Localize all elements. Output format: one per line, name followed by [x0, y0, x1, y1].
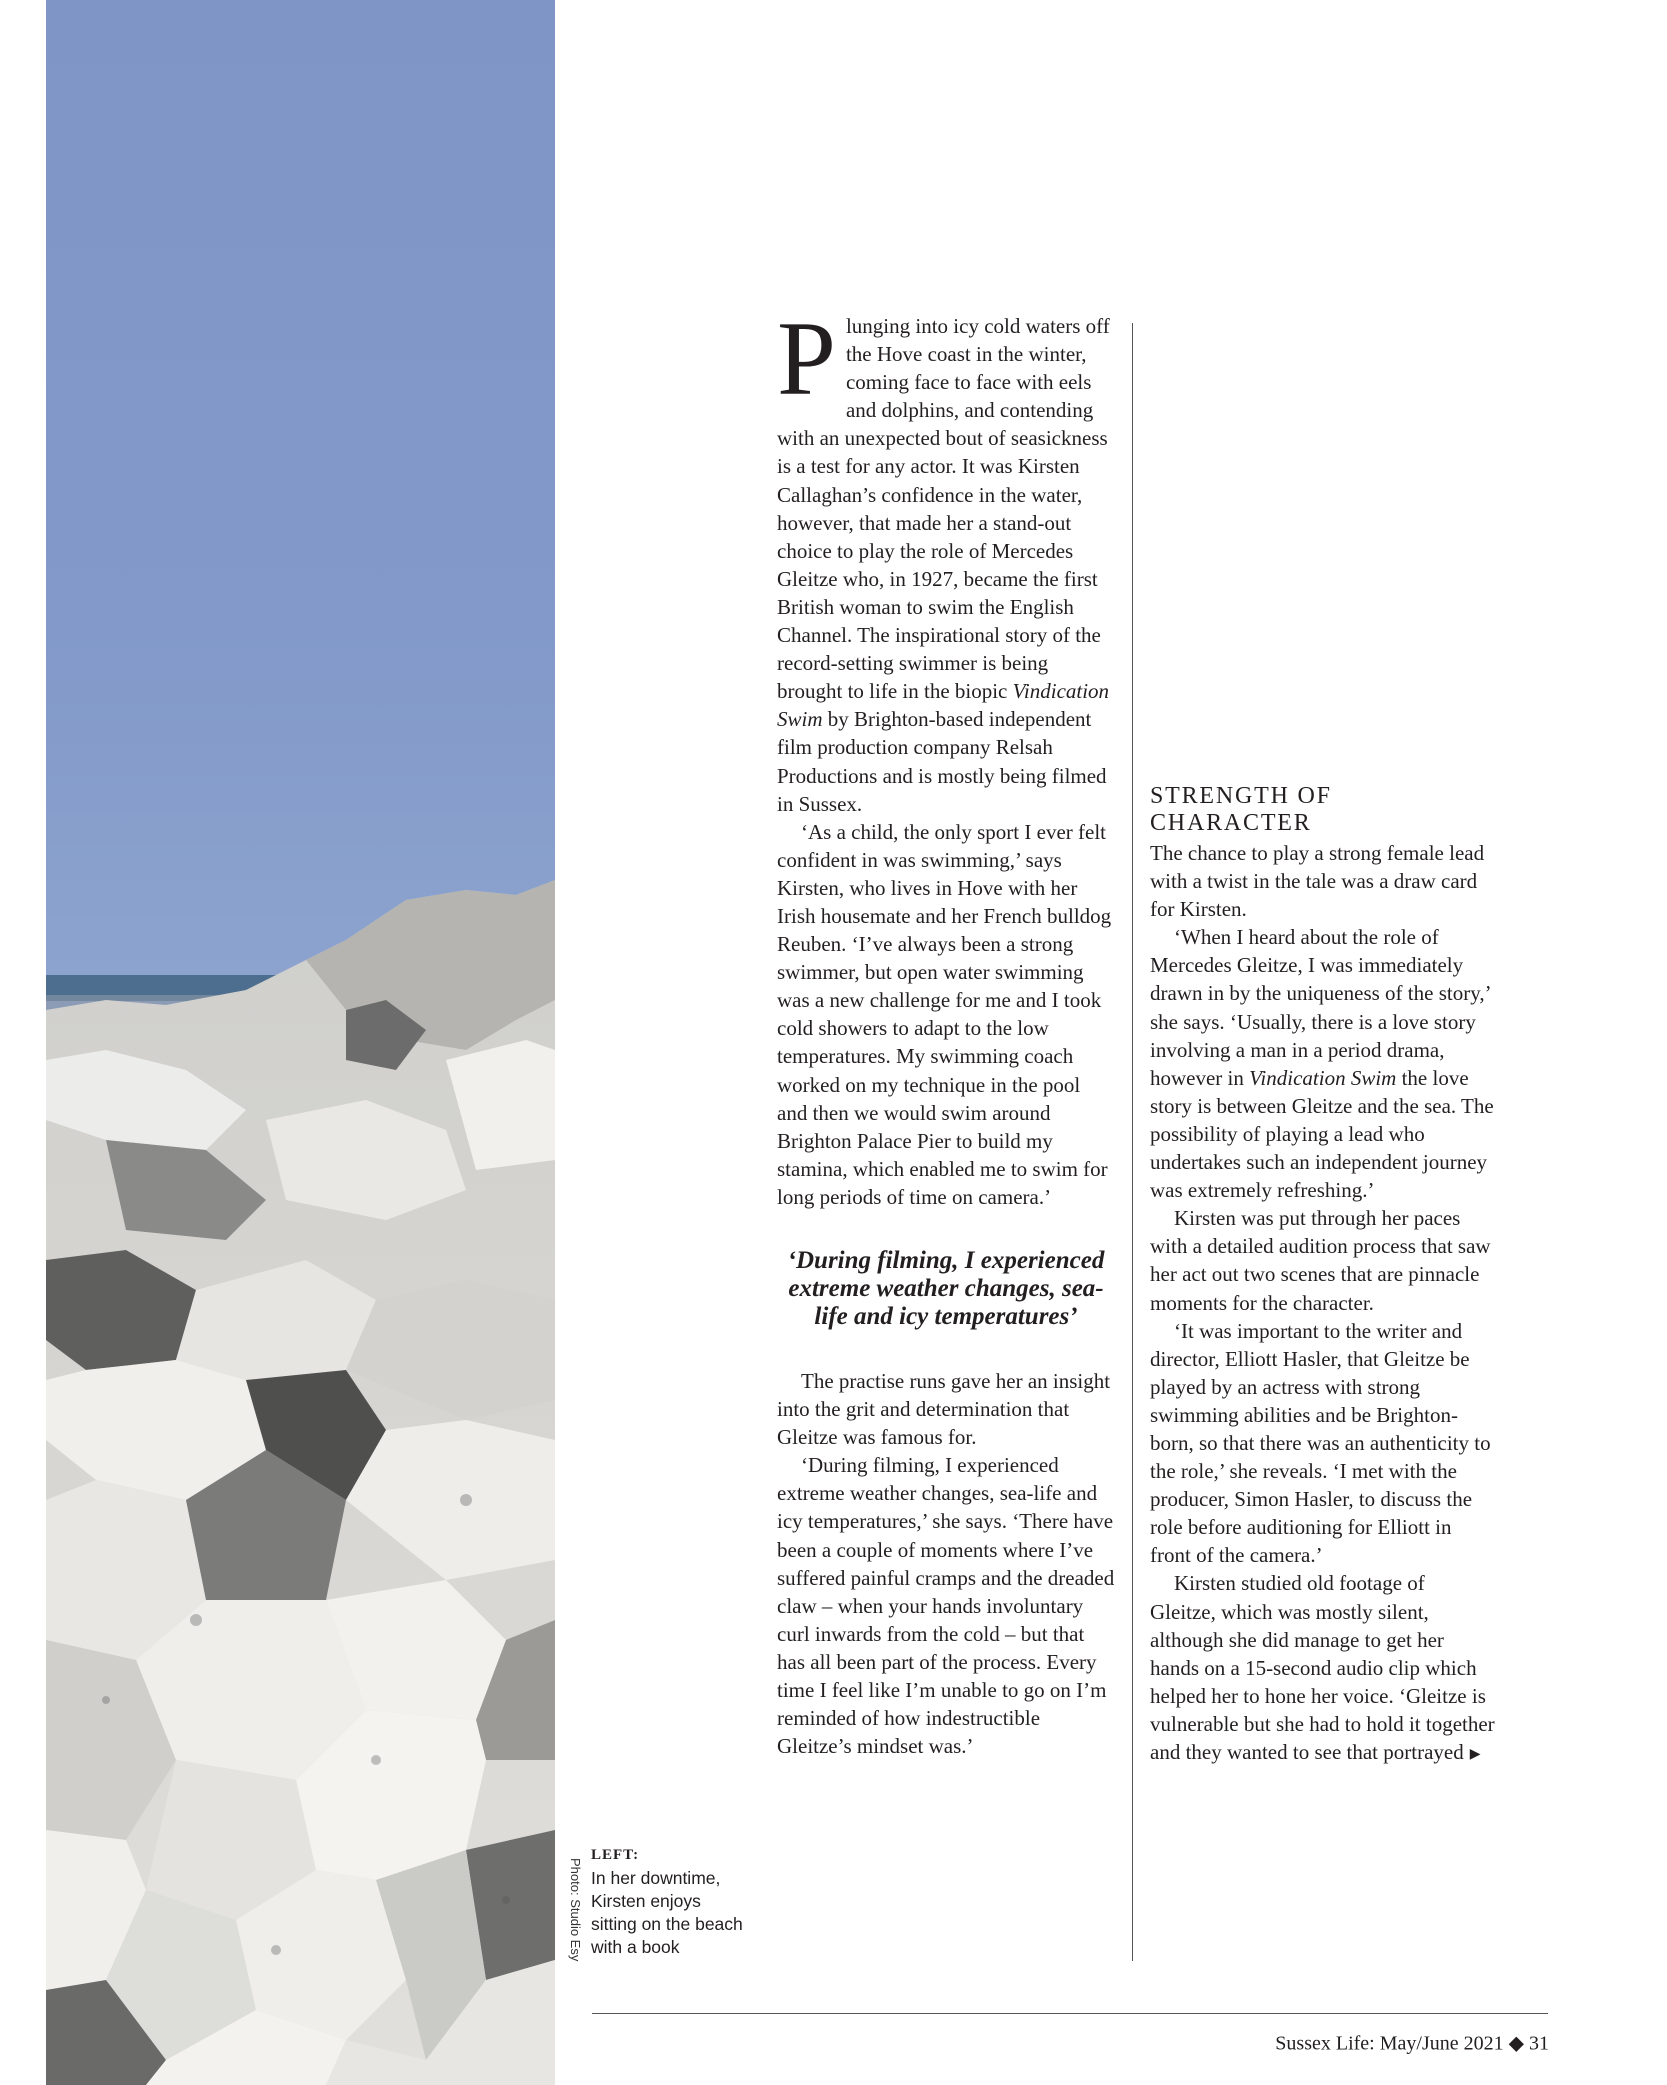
article-paragraph: Kirsten was put through her paces with a detailed audition process that saw her act out two scenes that are pinnacle moments for the character.	[1150, 1206, 1491, 1315]
section-subhead: STRENGTH OF CHARACTER	[1150, 783, 1332, 836]
pull-quote: ‘During filming, I experienced extreme weather changes, sea-life and icy temperatures’	[787, 1247, 1105, 1330]
rocks-illustration	[46, 0, 555, 2085]
photo-credit: Photo: Studio Esy	[568, 1858, 583, 1962]
continue-arrow-icon: ▶	[1469, 1747, 1481, 1762]
article-column-1	[777, 300, 1115, 1760]
intro-paragraph: Plunging into icy cold waters off the Hove coast in the winter, coming face to face with eels and dolphins, and contending with an unexpected bout of seasickness is a test for any actor. It was Kirsten Callaghan’s confidence in the water, however, that made her a stand-out choice to play the role of Mercedes Gleitze who, in 1927, became the first British woman to swim the English Channel. The inspirational story of the record-setting swimmer is being brought to life in the biopic Vindication Swim by Brighton-based independent film production company Relsah Productions and is mostly being filmed in Sussex.	[777, 300, 1110, 816]
column-divider	[1132, 323, 1133, 1961]
article-column-2	[1150, 783, 1495, 1769]
caption-text: In her downtime, Kirsten enjoys sitting on the beach with a book	[591, 1868, 743, 1957]
footer-rule	[592, 2013, 1548, 2014]
photo-caption	[591, 1844, 751, 1959]
article-paragraph: ‘When I heard about the role of Mercedes Gleitze, I was immediately drawn in by the uniqueness of the story,’ she says. ‘Usually, there is a love story involving a man in a period drama, however in Vindication Swim the love story is between Gleitze and the sea. The possibility of playing a lead who undertakes such an independent journey was extremely refreshing.’	[1150, 925, 1494, 1203]
caption-label: LEFT:	[591, 1847, 640, 1863]
article-paragraph: ‘During filming, I experienced extreme weather changes, sea-life and icy temperatures,’ she says. ‘There have been a couple of moments where I’ve suffered painful cramps and the dreaded claw – when your hands involuntary curl inwards from the cold – but that has all been part of the process. Every time I feel like I’m unable to go on I’m reminded of how indestructible Gleitze’s mindset was.’	[777, 1453, 1115, 1759]
beach-rocks-photo	[46, 0, 555, 2085]
article-paragraph: ‘As a child, the only sport I ever felt confident in was swimming,’ says Kirsten, who lives in Hove with her Irish housemate and her French bulldog Reuben. ‘I’ve always been a strong swimmer, but open water swimming was a new challenge for me and I took cold showers to adapt to the low temperatures. My swimming coach worked on my technique in the pool and then we would swim around Brighton Palace Pier to build my stamina, which enabled me to swim for long periods of time on camera.’	[777, 819, 1112, 1209]
article-paragraph: ‘It was important to the writer and director, Elliott Hasler, that Gleitze be played by an actress with strong swimming abilities and be Brighton-born, so that there was an authenticity to the role,’ she reveals. ‘I met with the producer, Simon Hasler, to discuss the role before auditioning for Elliott in front of the camera.’	[1150, 1318, 1491, 1568]
article-paragraph: The chance to play a strong female lead with a twist in the tale was a draw card for Kirsten.	[1150, 841, 1485, 922]
article-paragraph: Kirsten studied old footage of Gleitze, which was mostly silent, although she did manage to get her hands on a 15-second audio clip which helped her to hone her voice. ‘Gleitze is vulnerable but she had to hold it together and they wanted to see that portrayed ▶	[1150, 1571, 1495, 1764]
film-title: Vindication Swim	[1249, 1065, 1397, 1090]
film-title: Vindication Swim	[777, 679, 1110, 732]
drop-cap: P	[777, 300, 836, 417]
article-paragraph: The practise runs gave her an insight into the grit and determination that Gleitze was famous for.	[777, 1369, 1111, 1450]
page-folio: Sussex Life: May/June 2021 ◆ 31	[1275, 2032, 1549, 2055]
